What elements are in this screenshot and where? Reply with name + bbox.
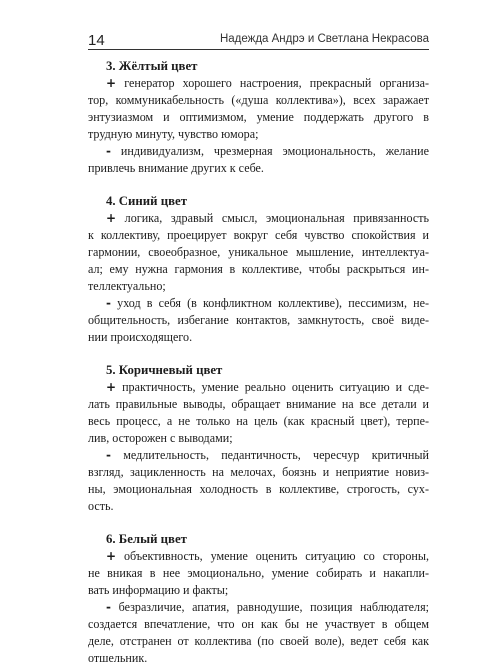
text-line	[88, 126, 429, 143]
minus-sign: -	[106, 144, 111, 158]
minus-sign: -	[106, 600, 111, 614]
plus-sign: +	[106, 380, 117, 394]
line-text: лив, осторожен с выводами;	[88, 431, 233, 445]
text-line	[88, 481, 429, 498]
line-text: объективность, умение оценить ситуацию со стороны,	[123, 549, 429, 563]
line-text: ал; ему нужна гармония в коллективе, чтобы раскрыться ин-	[88, 262, 429, 276]
text-line	[88, 278, 429, 295]
line-text: трудную минуту, чувство юмора;	[88, 127, 259, 141]
line-text: ны, эмоциональная холодность в коллективе, строгость, сух-	[88, 482, 429, 496]
line-text: не вникая в нее эмоционально, умение собирать и накапли-	[88, 566, 429, 580]
line-text: энтузиазмом и оптимизмом, умение поддержать другого в	[88, 110, 429, 124]
line-text: гармонии, своеобразное, уникальное мышление, интеллектуа-	[88, 245, 429, 259]
section	[88, 531, 429, 667]
text-line	[88, 109, 429, 126]
section	[88, 58, 429, 177]
line-text: тор, коммуникабельность («душа коллектива»), всех заражает	[88, 93, 429, 107]
plus-sign: +	[106, 549, 117, 563]
positive-traits-paragraph	[88, 548, 429, 599]
negative-traits-paragraph	[88, 447, 429, 515]
text-line	[88, 548, 429, 565]
negative-traits-paragraph	[88, 599, 429, 667]
text-line	[88, 244, 429, 261]
line-text: общительность, избегание контактов, замкнутость, своё виде-	[88, 313, 429, 327]
line-text: уход в себя (в конфликтном коллективе), пессимизм, не-	[117, 296, 429, 310]
positive-traits-paragraph	[88, 379, 429, 447]
text-line	[88, 92, 429, 109]
running-header	[88, 27, 429, 50]
line-text: индивидуализм, чрезмерная эмоциональность, желание	[120, 144, 429, 158]
section-heading: 5. Коричневый цвет	[106, 363, 223, 377]
text-line	[88, 75, 429, 92]
text-line	[88, 430, 429, 447]
line-text: нии происходящего.	[88, 330, 193, 344]
text-line	[88, 329, 429, 346]
line-text: вать информацию и факты;	[88, 583, 229, 597]
line-text: привлечь внимание других к себе.	[88, 161, 264, 175]
text-line	[88, 143, 429, 160]
text-line	[88, 565, 429, 582]
positive-traits-paragraph	[88, 75, 429, 143]
line-text: отшельник.	[88, 651, 148, 665]
minus-sign: -	[106, 296, 111, 310]
text-line	[88, 413, 429, 430]
text-line	[88, 599, 429, 616]
negative-traits-paragraph	[88, 295, 429, 346]
line-text: лать правильные выводы, обращает внимание на все детали и	[88, 397, 429, 411]
line-text: весь процесс, а не только на цель (как красный цвет), терпе-	[88, 414, 429, 428]
section-heading: 3. Жёлтый цвет	[106, 59, 198, 73]
text-line	[88, 464, 429, 481]
line-text: деле, отстранен от коллектива (по своей воле), ведет себя как	[88, 634, 429, 648]
line-text: создается впечатление, что он как бы не участвует в общем	[88, 617, 429, 631]
text-line	[88, 616, 429, 633]
line-text: безразличие, апатия, равнодушие, позиция наблюдателя;	[118, 600, 429, 614]
line-text: взгляд, зацикленность на мелочах, боязнь и неприятие новиз-	[88, 465, 429, 479]
line-text: генератор хорошего настроения, прекрасный организа-	[124, 76, 430, 90]
text-line	[88, 312, 429, 329]
text-line	[88, 650, 429, 667]
text-line	[88, 582, 429, 599]
plus-sign: +	[106, 76, 117, 90]
text-line	[88, 227, 429, 244]
text-line	[88, 447, 429, 464]
section-heading: 6. Белый цвет	[106, 532, 187, 546]
minus-sign: -	[106, 448, 111, 462]
text-line	[88, 295, 429, 312]
line-text: медлительность, педантичность, чересчур критичный	[123, 448, 429, 462]
text-line	[88, 261, 429, 278]
line-text: практичность, умение реально оценить ситуацию и сде-	[122, 380, 430, 394]
text-line	[88, 498, 429, 515]
line-text: ость.	[88, 499, 114, 513]
section	[88, 193, 429, 346]
plus-sign: +	[106, 211, 117, 225]
text-line	[88, 210, 429, 227]
section-heading: 4. Синий цвет	[106, 194, 187, 208]
line-text: к коллективу, проецирует вокруг себя чувство спокойствия и	[88, 228, 429, 242]
line-text: теллектуально;	[88, 279, 166, 293]
text-line	[88, 160, 429, 177]
page-body	[88, 58, 429, 667]
text-line	[88, 396, 429, 413]
negative-traits-paragraph	[88, 143, 429, 177]
positive-traits-paragraph	[88, 210, 429, 295]
running-header-authors: Надежда Андрэ и Светлана Некрасова	[219, 33, 429, 45]
line-text: логика, здравый смысл, эмоциональная привязанность	[124, 211, 429, 225]
section	[88, 362, 429, 515]
text-line	[88, 633, 429, 650]
text-line	[88, 379, 429, 396]
page-number: 14	[88, 32, 105, 49]
